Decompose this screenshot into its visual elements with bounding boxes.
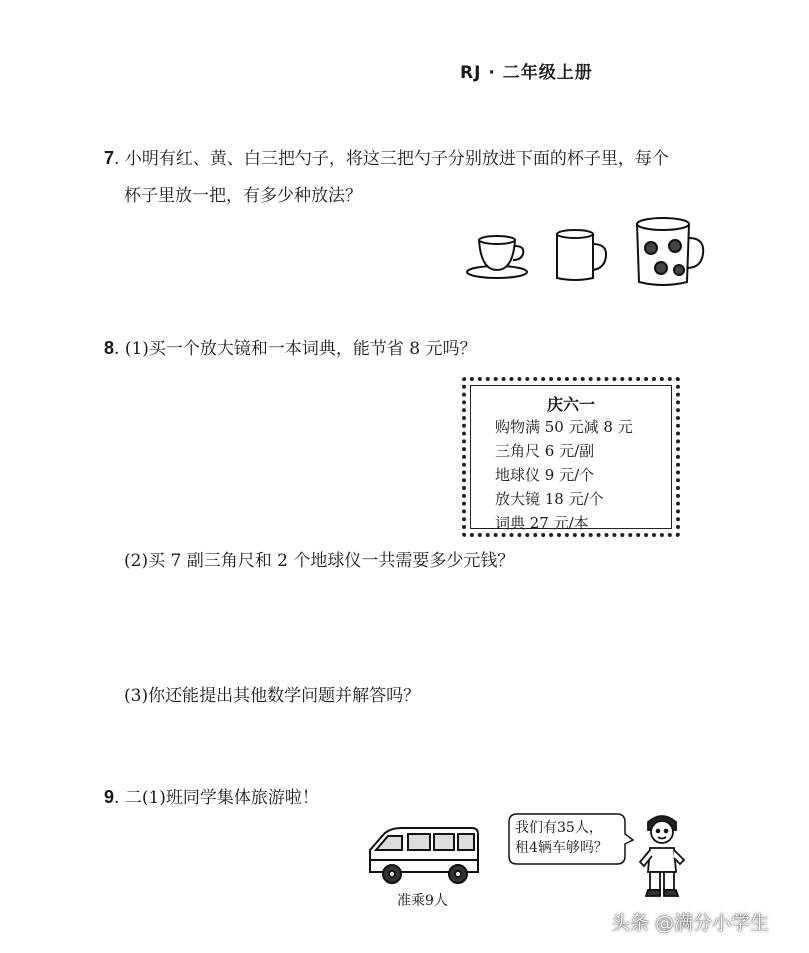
question-9-line [104,785,319,810]
notice-row: 购物满 50 元减 8 元 [495,418,633,436]
notice-row: 词典 27 元/本 [495,514,589,532]
question-7-number: 7 [104,148,115,168]
notice-row: 放大镜 18 元/个 [495,490,604,508]
van-icon [362,820,482,890]
question-8-part3: (3)你还能提出其他数学问题并解答吗？ [124,686,421,706]
question-8-part1: . (1)买一个放大镜和一本词典，能节省 8 元吗？ [114,339,477,359]
bubble-line1: 我们有35人， [515,820,603,836]
notice-row: 三角尺 6 元/副 [495,442,595,460]
boy-icon [632,808,692,904]
question-9-text: . 二(1)班同学集体旅游啦！ [114,788,319,808]
question-8-part2: (2)买 7 副三角尺和 2 个地球仪一共需要多少元钱？ [124,551,515,571]
question-8-line1 [104,336,477,361]
teacup-icon [467,236,527,278]
question-8-number: 8 [104,338,115,358]
question-7-text: . 小明有红、黄、白三把勺子，将这三把勺子分别放进下面的杯子里，每个 [114,149,669,169]
notice-row: 地球仪 9 元/个 [495,466,595,484]
flower-cup-icon [637,218,703,285]
question-7-line2: 杯子里放一把，有多少种放法？ [124,186,362,206]
watermark: 头条 @满分小学生 [611,912,770,934]
mug-icon [557,230,606,280]
question-7-line1 [104,146,669,171]
van-caption: 准乘9人 [397,893,448,909]
page-header: RJ · 二年级上册 [460,63,593,83]
cups-illustration [465,212,710,292]
bubble-line2: 租4辆车够吗？ [515,840,608,856]
question-9-number: 9 [104,787,115,807]
notice-title: 庆六一 [546,395,595,414]
price-notice-board [462,377,680,537]
